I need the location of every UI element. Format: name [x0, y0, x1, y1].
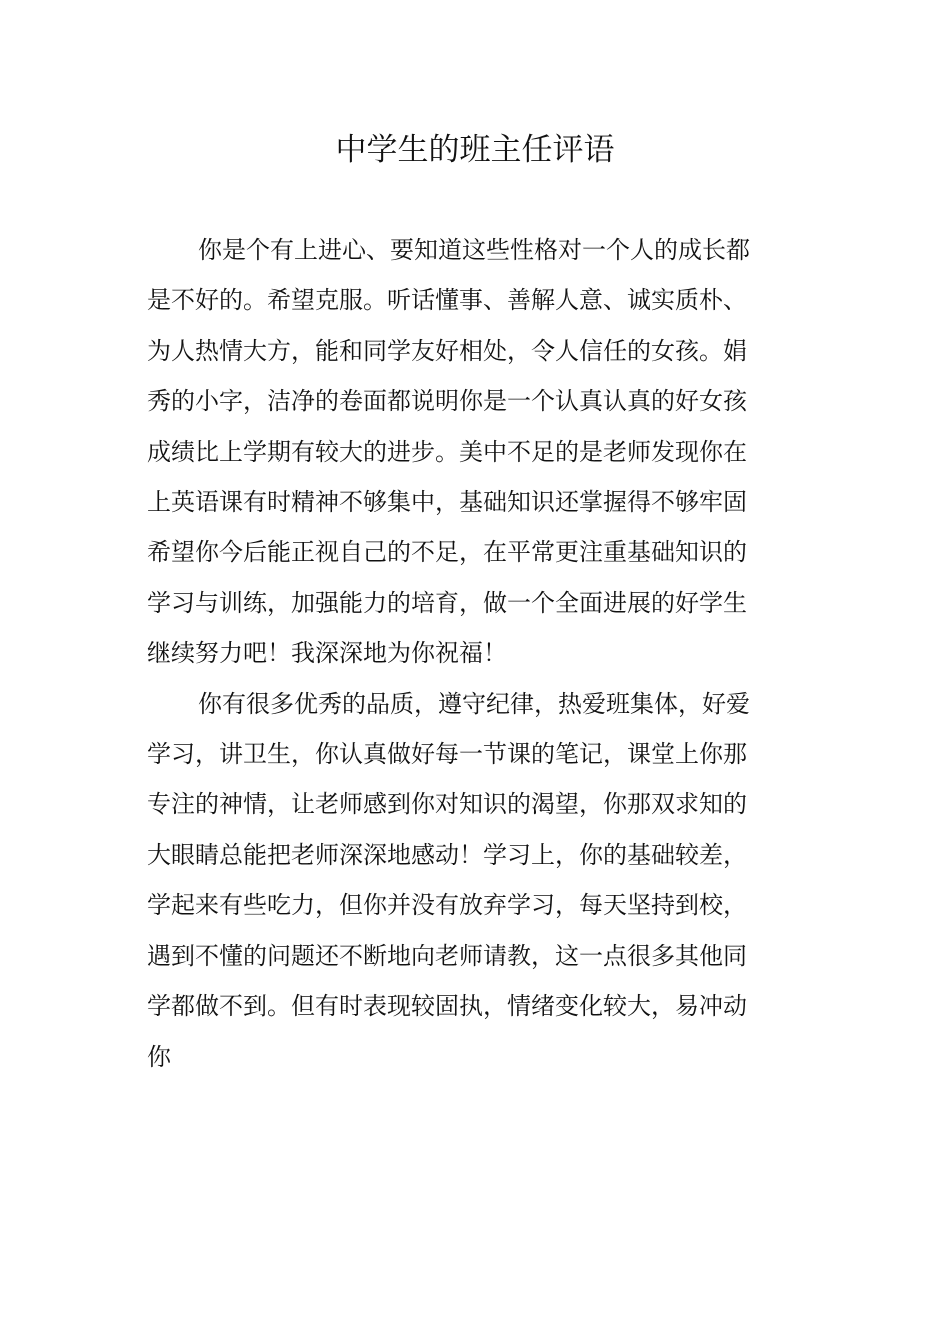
text-line: 学起来有些吃力，但你并没有放弃学习，每天坚持到校，: [147, 891, 747, 920]
document-body: [147, 225, 807, 1082]
text-line: 学都做不到。但有时表现较固执，情绪变化较大，易冲动: [147, 992, 747, 1021]
text-line: 希望你今后能正视自己的不足，在平常更注重基础知识的: [147, 538, 747, 567]
text-line: 是不好的。希望克服。听话懂事、善解人意、诚实质朴、: [147, 286, 747, 315]
text-line: 你: [147, 1042, 171, 1071]
document-title: 中学生的班主任评语: [335, 132, 615, 168]
paragraph-1: [147, 225, 807, 679]
text-line: 为人热情大方，能和同学友好相处，令人信任的女孩。娟: [147, 336, 747, 365]
text-line: 遇到不懂的问题还不断地向老师请教，这一点很多其他同: [147, 941, 747, 970]
text-line: 秀的小字，洁净的卷面都说明你是一个认真认真的好女孩: [147, 387, 747, 416]
text-line: 学习与训练，加强能力的培育，做一个全面进展的好学生: [147, 588, 747, 617]
text-line: 你有很多优秀的品质，遵守纪律，热爱班集体，好爱: [198, 689, 750, 718]
text-line: 继续努力吧！我深深地为你祝福！: [147, 639, 507, 668]
text-line: 大眼睛总能把老师深深地感动！学习上，你的基础较差，: [147, 840, 747, 869]
text-line: 成绩比上学期有较大的进步。美中不足的是老师发现你在: [147, 437, 747, 466]
text-line: 学习，讲卫生，你认真做好每一节课的笔记，课堂上你那: [147, 740, 747, 769]
paragraph-2: [147, 679, 807, 1082]
text-line: 你是个有上进心、要知道这些性格对一个人的成长都: [198, 236, 750, 264]
text-line: 上英语课有时精神不够集中，基础知识还掌握得不够牢固: [147, 488, 747, 517]
text-line: 专注的神情，让老师感到你对知识的渴望，你那双求知的: [147, 790, 747, 819]
